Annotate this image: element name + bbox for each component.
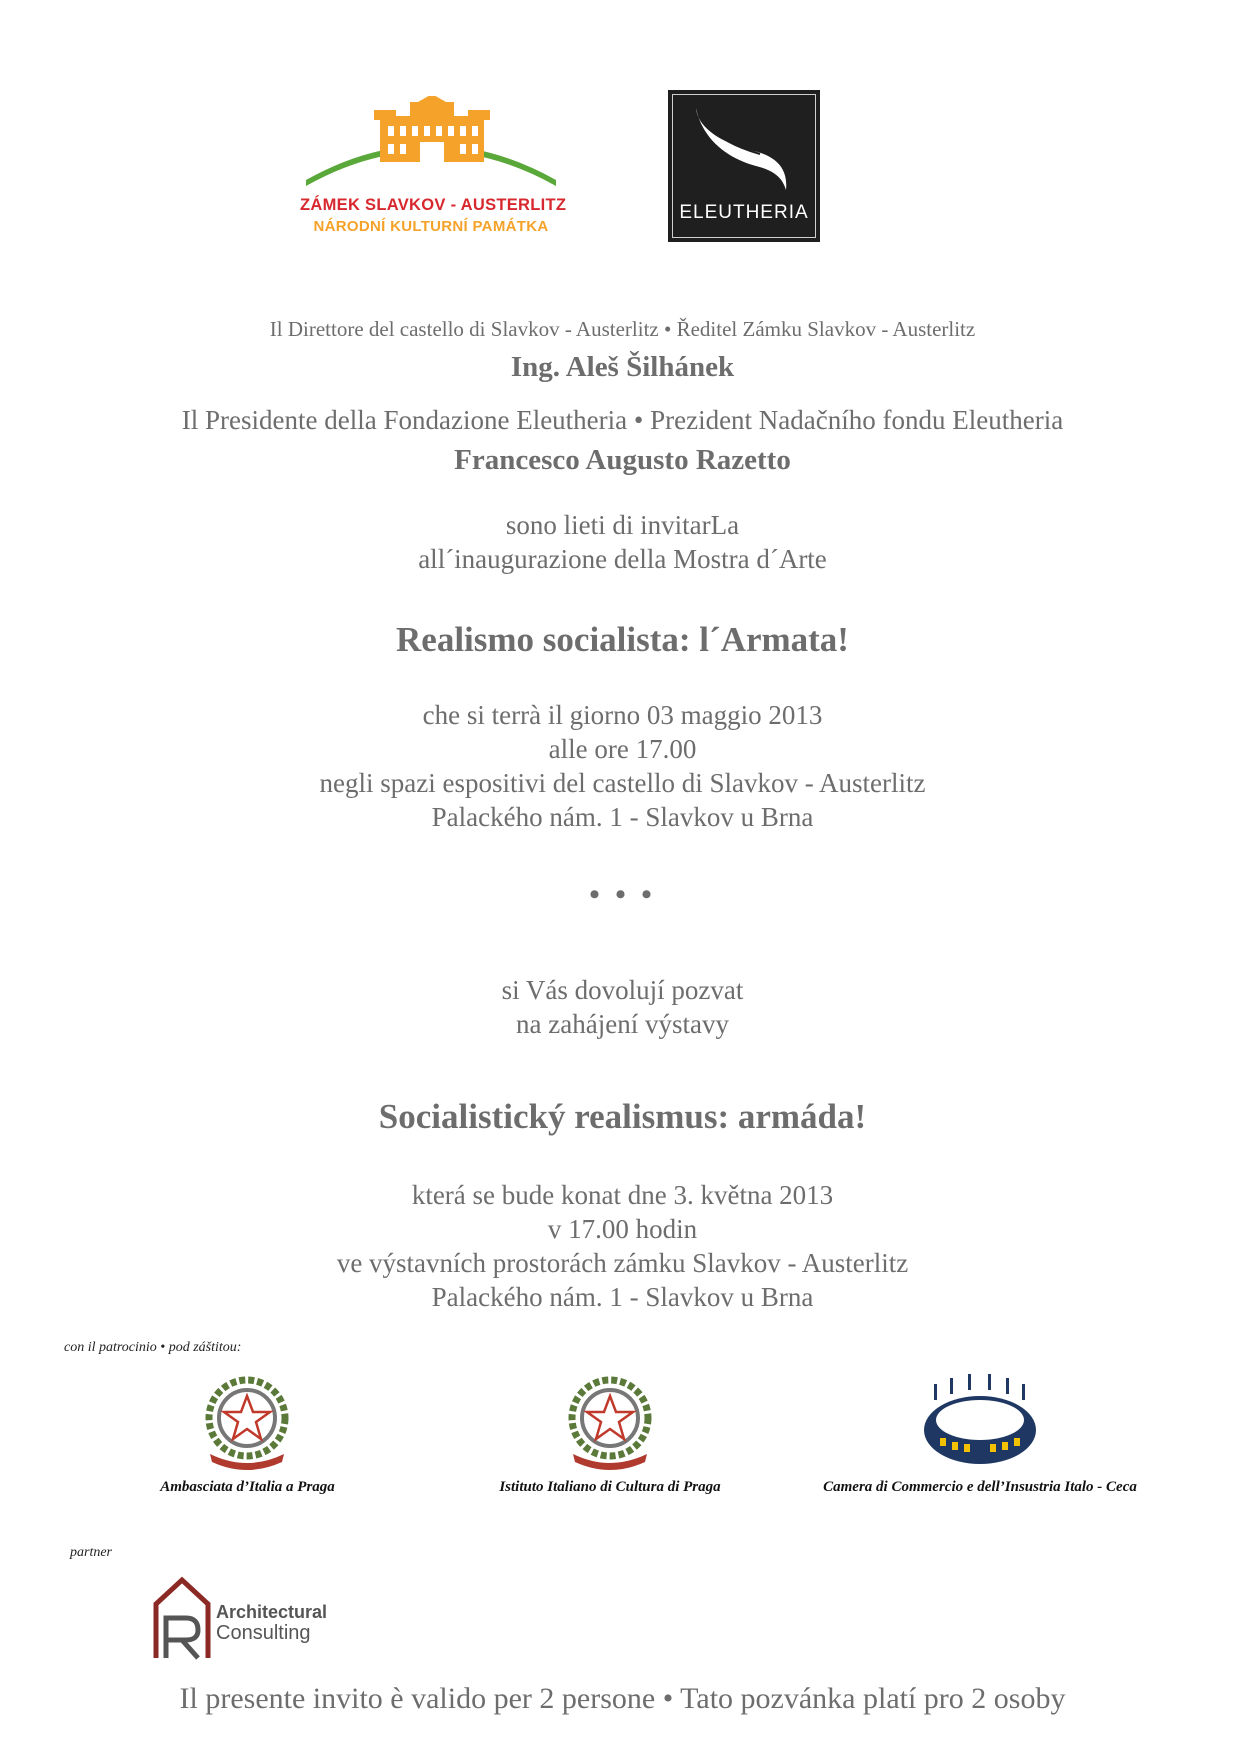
italian-detail-time: alle ore 17.00	[548, 734, 697, 764]
italian-detail-date: che si terrà il giorno 03 maggio 2013	[422, 700, 823, 730]
star-emblem-icon	[565, 1372, 655, 1472]
president-line: Il Presidente della Fondazione Eleutheria • Prezident Nadačního fondu Eleutheria	[181, 405, 1064, 435]
sponsor-name-embassy: Ambasciata d’Italia a Praga	[160, 1479, 335, 1495]
star-emblem-icon	[202, 1372, 292, 1472]
czech-detail-address: Palackého nám. 1 - Slavkov u Brna	[431, 1282, 814, 1312]
sponsor-name-institute: Istituto Italiano di Cultura di Praga	[499, 1479, 721, 1495]
czech-detail-time: v 17.00 hodin	[547, 1214, 698, 1244]
patronage-label: con il patrocinio • pod záštitou:	[64, 1340, 242, 1355]
partner-logo-line2: Consulting	[216, 1622, 311, 1644]
italian-exhibition-title: Realismo socialista: l´Armata!	[396, 620, 849, 659]
czech-detail-venue: ve výstavních prostorách zámku Slavkov - Austerlitz	[336, 1248, 909, 1278]
zamek-logo	[300, 96, 567, 246]
italian-emblem-2	[565, 1372, 655, 1472]
czech-invite-line-2: na zahájení výstavy	[516, 1009, 729, 1039]
validity-footer: Il presente invito è valido per 2 persone • Tato pozvánka platí pro 2 osoby	[179, 1682, 1066, 1715]
partner-logo-line1: Architectural	[216, 1602, 328, 1622]
chamber-of-commerce-logo	[920, 1372, 1040, 1472]
italian-detail-venue: negli spazi espositivi del castello di Slavkov - Austerlitz	[319, 768, 926, 798]
colosseum-icon	[920, 1372, 1040, 1472]
zamek-logo-line2: NÁRODNÍ KULTURNÍ PAMÁTKA	[313, 218, 549, 235]
czech-detail-date: která se bude konat dne 3. května 2013	[411, 1180, 834, 1210]
president-name: Francesco Augusto Razetto	[454, 444, 791, 476]
architectural-consulting-logo	[152, 1574, 342, 1660]
castle-hill-icon	[300, 96, 562, 196]
director-name: Ing. Aleš Šilhánek	[510, 351, 735, 383]
director-line: Il Direttore del castello di Slavkov - Austerlitz • Ředitel Zámku Slavkov - Austerlitz	[269, 317, 976, 341]
house-icon	[152, 1574, 212, 1660]
italian-detail-address: Palackého nám. 1 - Slavkov u Brna	[431, 802, 814, 832]
italian-emblem-1	[202, 1372, 292, 1472]
separator-dots: • • •	[589, 878, 656, 911]
zamek-logo-line1: ZÁMEK SLAVKOV - AUSTERLITZ	[300, 196, 567, 214]
eleutheria-logo	[668, 90, 820, 242]
czech-invite-line-1: si Vás dovolují pozvat	[501, 975, 744, 1005]
italian-invite-line-1: sono lieti di invitarLa	[505, 510, 740, 540]
czech-exhibition-title: Socialistický realismus: armáda!	[378, 1097, 867, 1136]
partner-label: partner	[70, 1545, 112, 1560]
italian-invite-line-2: all´inaugurazione della Mostra d´Arte	[418, 544, 827, 574]
sponsor-name-chamber: Camera di Commercio e dell’Insustria Italo - Ceca	[823, 1479, 1137, 1495]
eleutheria-logo-label: ELEUTHERIA	[679, 202, 809, 223]
